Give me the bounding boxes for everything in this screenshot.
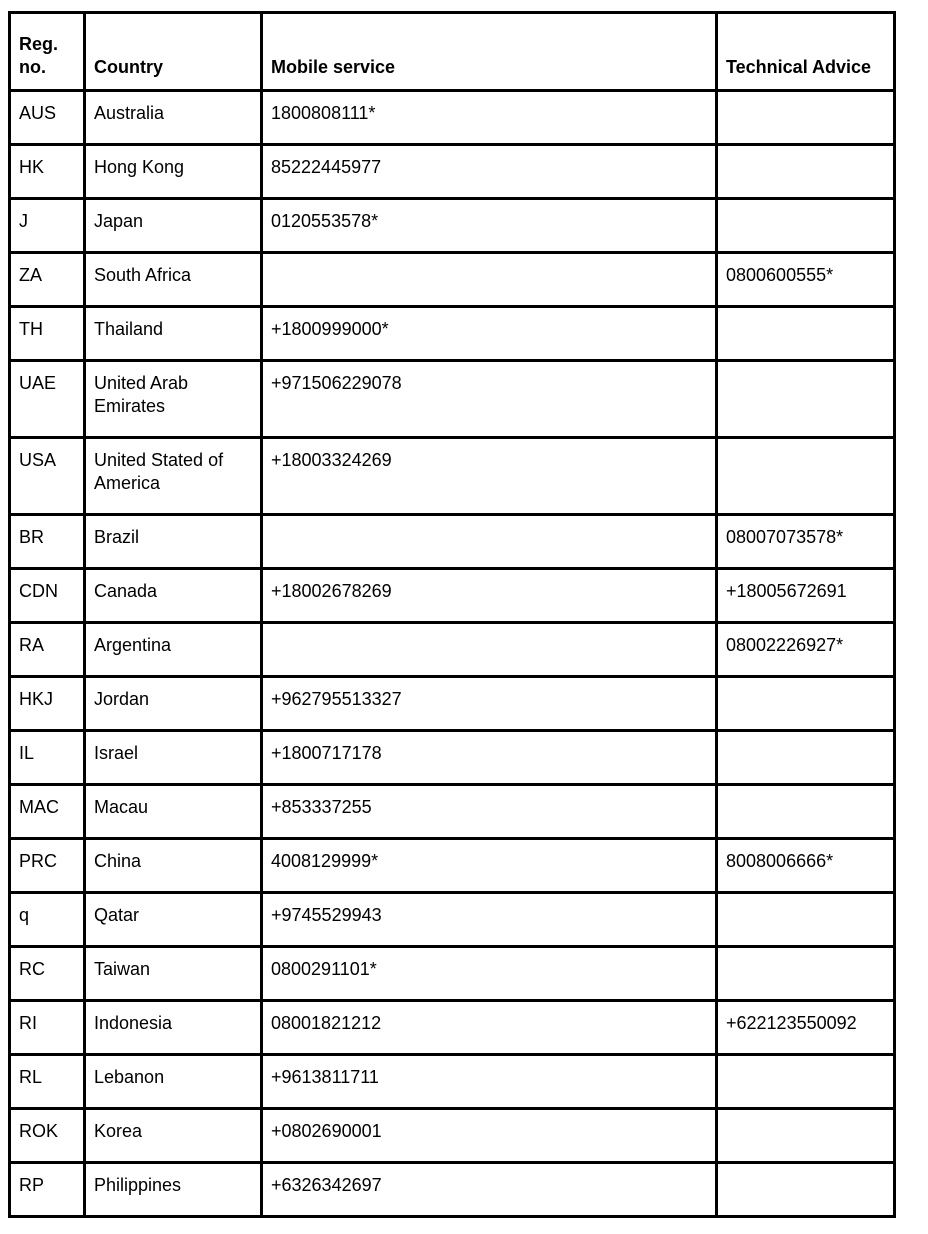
cell-mobile-service: +9745529943 xyxy=(262,893,717,947)
table-row xyxy=(10,1109,895,1163)
cell-technical-advice: +622123550092 xyxy=(717,1001,895,1055)
cell-reg-no: ZA xyxy=(10,253,85,307)
cell-country: Japan xyxy=(85,199,262,253)
cell-reg-no: RP xyxy=(10,1163,85,1217)
table-row xyxy=(10,1055,895,1109)
cell-reg-no: PRC xyxy=(10,839,85,893)
cell-country: Argentina xyxy=(85,623,262,677)
cell-technical-advice xyxy=(717,361,895,438)
table-row xyxy=(10,731,895,785)
cell-technical-advice xyxy=(717,947,895,1001)
cell-country: Lebanon xyxy=(85,1055,262,1109)
cell-mobile-service xyxy=(262,253,717,307)
cell-reg-no: J xyxy=(10,199,85,253)
cell-technical-advice xyxy=(717,677,895,731)
cell-country: United Stated of America xyxy=(85,438,262,515)
table-row xyxy=(10,677,895,731)
cell-technical-advice: +18005672691 xyxy=(717,569,895,623)
cell-country: Thailand xyxy=(85,307,262,361)
cell-mobile-service: 1800808111* xyxy=(262,91,717,145)
cell-reg-no: USA xyxy=(10,438,85,515)
cell-mobile-service: 08001821212 xyxy=(262,1001,717,1055)
table-row xyxy=(10,785,895,839)
cell-country: China xyxy=(85,839,262,893)
header-country: Country xyxy=(85,13,262,91)
cell-mobile-service: +1800999000* xyxy=(262,307,717,361)
cell-technical-advice: 8008006666* xyxy=(717,839,895,893)
cell-mobile-service: 4008129999* xyxy=(262,839,717,893)
table-row xyxy=(10,91,895,145)
service-contacts-table xyxy=(8,11,896,1218)
cell-mobile-service: +853337255 xyxy=(262,785,717,839)
cell-mobile-service xyxy=(262,515,717,569)
table-row xyxy=(10,199,895,253)
cell-reg-no: AUS xyxy=(10,91,85,145)
cell-technical-advice xyxy=(717,1055,895,1109)
cell-mobile-service: +971506229078 xyxy=(262,361,717,438)
cell-technical-advice xyxy=(717,893,895,947)
cell-reg-no: TH xyxy=(10,307,85,361)
table-row xyxy=(10,569,895,623)
cell-reg-no: RI xyxy=(10,1001,85,1055)
cell-technical-advice xyxy=(717,1163,895,1217)
table-row xyxy=(10,893,895,947)
cell-reg-no: RC xyxy=(10,947,85,1001)
cell-technical-advice: 08002226927* xyxy=(717,623,895,677)
cell-technical-advice xyxy=(717,307,895,361)
cell-country: Jordan xyxy=(85,677,262,731)
table-row xyxy=(10,623,895,677)
cell-country: United Arab Emirates xyxy=(85,361,262,438)
cell-reg-no: ROK xyxy=(10,1109,85,1163)
cell-reg-no: RL xyxy=(10,1055,85,1109)
table-row xyxy=(10,253,895,307)
cell-reg-no: MAC xyxy=(10,785,85,839)
table-body xyxy=(10,91,895,1217)
cell-country: Brazil xyxy=(85,515,262,569)
cell-mobile-service: +1800717178 xyxy=(262,731,717,785)
cell-mobile-service: +6326342697 xyxy=(262,1163,717,1217)
table-header-row xyxy=(10,13,895,91)
cell-reg-no: UAE xyxy=(10,361,85,438)
cell-mobile-service: +18003324269 xyxy=(262,438,717,515)
cell-mobile-service: 0800291101* xyxy=(262,947,717,1001)
cell-country: Canada xyxy=(85,569,262,623)
cell-country: Israel xyxy=(85,731,262,785)
table-row xyxy=(10,361,895,438)
table-row xyxy=(10,947,895,1001)
table-row xyxy=(10,839,895,893)
cell-mobile-service: +0802690001 xyxy=(262,1109,717,1163)
table-row xyxy=(10,145,895,199)
cell-technical-advice xyxy=(717,785,895,839)
cell-reg-no: BR xyxy=(10,515,85,569)
cell-mobile-service xyxy=(262,623,717,677)
cell-country: Taiwan xyxy=(85,947,262,1001)
cell-technical-advice: 0800600555* xyxy=(717,253,895,307)
cell-technical-advice xyxy=(717,199,895,253)
cell-mobile-service: +9613811711 xyxy=(262,1055,717,1109)
cell-technical-advice xyxy=(717,1109,895,1163)
table-row xyxy=(10,1163,895,1217)
cell-technical-advice xyxy=(717,438,895,515)
table-row xyxy=(10,438,895,515)
cell-mobile-service: 0120553578* xyxy=(262,199,717,253)
header-reg-no: Reg. no. xyxy=(10,13,85,91)
cell-country: South Africa xyxy=(85,253,262,307)
cell-reg-no: HKJ xyxy=(10,677,85,731)
cell-mobile-service: 85222445977 xyxy=(262,145,717,199)
cell-mobile-service: +962795513327 xyxy=(262,677,717,731)
cell-technical-advice xyxy=(717,731,895,785)
header-mobile-service: Mobile service xyxy=(262,13,717,91)
cell-reg-no: IL xyxy=(10,731,85,785)
cell-reg-no: CDN xyxy=(10,569,85,623)
cell-reg-no: q xyxy=(10,893,85,947)
cell-country: Qatar xyxy=(85,893,262,947)
cell-country: Korea xyxy=(85,1109,262,1163)
table-row xyxy=(10,307,895,361)
table-row xyxy=(10,1001,895,1055)
cell-mobile-service: +18002678269 xyxy=(262,569,717,623)
cell-country: Hong Kong xyxy=(85,145,262,199)
cell-country: Philippines xyxy=(85,1163,262,1217)
cell-technical-advice xyxy=(717,91,895,145)
cell-reg-no: RA xyxy=(10,623,85,677)
cell-country: Indonesia xyxy=(85,1001,262,1055)
header-technical-advice: Technical Advice xyxy=(717,13,895,91)
cell-country: Australia xyxy=(85,91,262,145)
cell-reg-no: HK xyxy=(10,145,85,199)
cell-country: Macau xyxy=(85,785,262,839)
table-row xyxy=(10,515,895,569)
cell-technical-advice: 08007073578* xyxy=(717,515,895,569)
cell-technical-advice xyxy=(717,145,895,199)
